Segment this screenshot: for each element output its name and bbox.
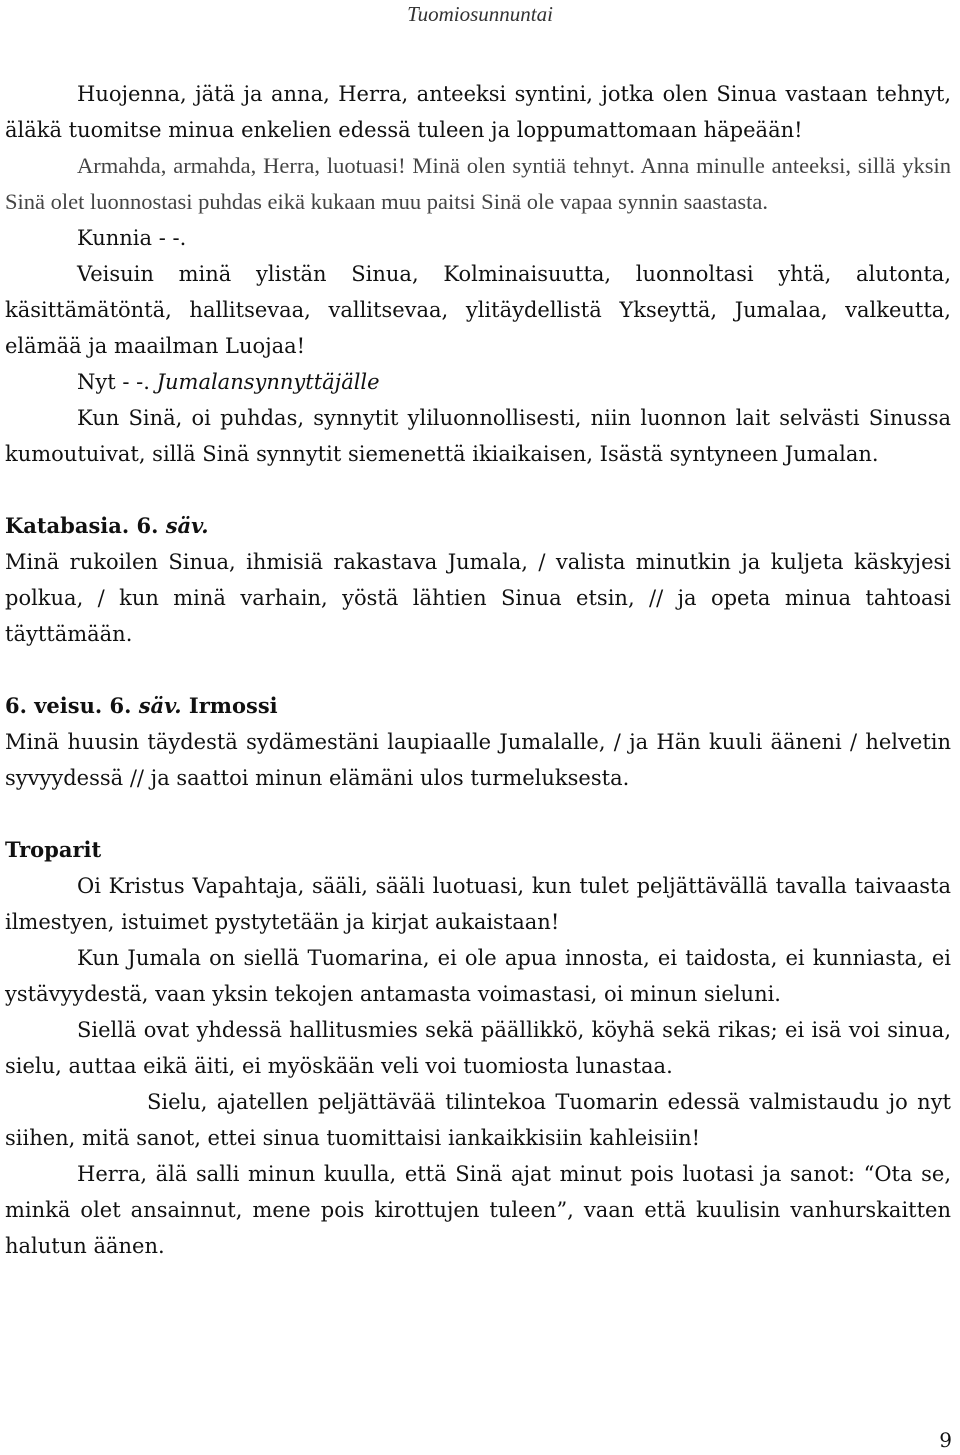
kunnia-line: Kunnia - -. [77,226,187,250]
ode6-tone: säv. [138,693,182,718]
nyt-label: Jumalansynnyttäjälle [156,370,380,394]
katabasia-tone: säv. [165,513,209,538]
katabasia-heading-text: Katabasia. 6. [5,513,159,538]
troparion-2: Kun Jumala on siellä Tuomarina, ei ole apua innosta, ei taidosta, ei kunniasta, ei ystävyydestä, vaan yksin tekojen antamasta voimastasi, oi minun sieluni. [5,946,951,1006]
nyt-text: Nyt - -. [77,370,150,394]
katabasia-text: Minä rukoilen Sinua, ihmisiä rakastava Jumala, / valista minutkin ja kuljeta käskyjesi polkua, / kun minä varhain, yöstä lähtien Sinua etsin, // ja opeta minua tahtoasi täyttämään. [5,550,951,646]
paragraph-huojenna: Huojenna, jätä ja anna, Herra, anteeksi syntini, jotka olen Sinua vastaan tehnyt, äläkä tuomitse minua enkelien edessä tuleen ja loppumattomaan häpeään! [5,82,951,142]
running-title: Tuomiosunnuntai [407,2,553,26]
troparia-heading: Troparit [5,837,102,862]
paragraph-armahda: Armahda, armahda, Herra, luotuasi! Minä olen syntiä tehnyt. Anna minulle anteeksi, sillä yksin Sinä olet luonnostasi puhdas eikä kukaan muu paitsi Sinä ole vapaa synnin saastasta. [5,153,951,214]
troparion-3: Siellä ovat yhdessä hallitusmies sekä päällikkö, köyhä sekä rikas; ei isä voi sinua, sielu, auttaa eikä äiti, ei myöskään veli voi tuomiosta lunastaa. [5,1018,951,1078]
ode6-text: Minä huusin täydestä sydämestäni laupiaalle Jumalalle, / ja Hän kuuli ääneni / helvetin syvyydessä // ja saattoi minun elämäni ulos turmeluksesta. [5,730,951,790]
page-number: 9 [939,1428,952,1452]
katabasia-heading [5,508,951,544]
paragraph-veisuin: Veisuin minä ylistän Sinua, Kolminaisuutta, luonnoltasi yhtä, alutonta, käsittämätöntä, hallitsevaa, vallitsevaa, ylitäydellistä Ykseyttä, Jumalaa, valkeutta, elämää ja maailman Luojaa! [5,262,951,358]
ode6-irmos: Irmossi [188,693,278,718]
troparion-4: Sielu, ajatellen peljättävää tilintekoa Tuomarin edessä valmistaudu jo nyt siihen, mitä sanot, ettei sinua tuomittaisi iankaikkisiin kahleisiin! [5,1090,951,1150]
ode6-heading-text: 6. veisu. 6. [5,693,132,718]
troparion-5: Herra, älä salli minun kuulla, että Sinä ajat minut pois luotasi ja sanot: “Ota se, minkä olet ansainnut, mene pois kirottujen tuleen”, vaan että kuulisin vanhurskaitten halutun äänen. [5,1162,951,1258]
ode6-heading [5,688,951,724]
nyt-line [5,364,951,400]
troparion-1: Oi Kristus Vapahtaja, sääli, sääli luotuasi, kun tulet peljättävällä tavalla taivaasta ilmestyen, istuimet pystytetään ja kirjat aukaistaan! [5,874,951,934]
page-body [5,76,951,1264]
paragraph-kun-sina: Kun Sinä, oi puhdas, synnytit yliluonnollisesti, niin luonnon lait selvästi Sinussa kumoutuivat, sillä Sinä synnytit siemenettä ikiaikaisen, Isästä syntyneen Jumalan. [5,406,951,466]
